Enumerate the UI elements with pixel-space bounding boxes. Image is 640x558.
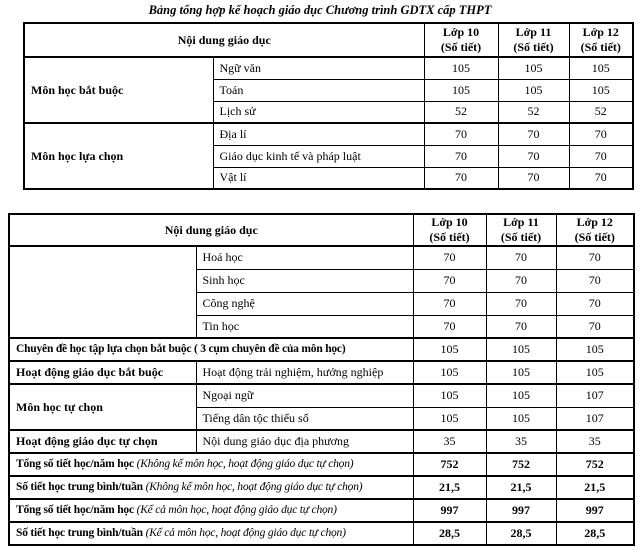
subject-cell: Ngoại ngữ: [196, 384, 413, 407]
grade10-label: Lớp 10: [431, 215, 468, 229]
group-label-mon-hoc-lua-chon: Môn học lựa chọn: [24, 123, 213, 189]
grade12-label: Lớp 12: [582, 25, 619, 39]
table-row-dia-li: [24, 123, 633, 145]
value-cell: 52: [498, 101, 569, 123]
subject-cell: Địa lí: [213, 123, 424, 145]
subject-cell: Ngữ văn: [213, 57, 424, 79]
grade12-unit: (Số tiết): [574, 230, 615, 244]
value-cell: 70: [413, 315, 486, 338]
value-cell: 997: [486, 499, 556, 522]
summary-label: Số tiết học trung bình/tuần: [16, 481, 143, 494]
table2-header-content: Nội dung giáo dục: [9, 214, 413, 246]
value-cell: 105: [498, 79, 569, 101]
grade11-unit: (Số tiết): [500, 230, 542, 244]
group-label-hdgd-bat-buoc: Hoạt động giáo dục bắt buộc: [9, 361, 196, 384]
summary-label-cell: [9, 499, 413, 522]
value-cell: 70: [413, 292, 486, 315]
subject-cell: Giáo dục kinh tế và pháp luật: [213, 145, 424, 167]
value-cell: 105: [569, 57, 633, 79]
continuation-empty-cell: [9, 246, 196, 338]
subject-cell: Tiếng dân tộc thiểu số: [196, 407, 413, 430]
table1-header-grade10: [424, 23, 498, 57]
value-cell: 997: [556, 499, 634, 522]
table1-header-grade11: [498, 23, 569, 57]
value-cell: 28,5: [556, 522, 634, 545]
value-cell: 28,5: [413, 522, 486, 545]
value-cell: 105: [424, 57, 498, 79]
value-cell: 70: [424, 167, 498, 189]
value-cell: 105: [486, 407, 556, 430]
value-cell: 105: [486, 361, 556, 384]
value-cell: 997: [413, 499, 486, 522]
value-cell: 70: [413, 246, 486, 269]
summary-label-cell: [9, 522, 413, 545]
summary-label: Tổng số tiết học/năm học: [16, 458, 134, 471]
value-cell: 105: [413, 361, 486, 384]
summary-row-tong-nam-ke-ca: [9, 499, 634, 522]
group-label-hdgd-tu-chon: Hoạt động giáo dục tự chọn: [9, 430, 196, 453]
grade11-unit: (Số tiết): [513, 40, 554, 54]
value-cell: 752: [413, 453, 486, 476]
value-cell: 35: [556, 430, 634, 453]
summary-note: (Kể cả môn học, hoạt động giáo dục tự chọn): [145, 527, 346, 540]
value-cell: 752: [556, 453, 634, 476]
summary-label-cell: [9, 476, 413, 499]
value-cell: 70: [498, 167, 569, 189]
value-cell: 21,5: [556, 476, 634, 499]
subject-cell: Hoá học: [196, 246, 413, 269]
grade10-unit: (Số tiết): [429, 230, 470, 244]
value-cell: 105: [413, 407, 486, 430]
value-cell: 107: [556, 407, 634, 430]
group-label-mon-hoc-bat-buoc: Môn học bắt buộc: [24, 57, 213, 123]
value-cell: 28,5: [486, 522, 556, 545]
value-cell: 70: [486, 246, 556, 269]
group-label-mon-hoc-tu-chon: Môn học tự chọn: [9, 384, 196, 430]
table2-header-grade10: [413, 214, 486, 246]
value-cell: 21,5: [486, 476, 556, 499]
value-cell: 105: [486, 384, 556, 407]
value-cell: 70: [556, 315, 634, 338]
document-title: Bảng tổng hợp kế hoạch giáo dục Chương trình GDTX cấp THPT: [148, 3, 492, 17]
value-cell: 35: [486, 430, 556, 453]
value-cell: 70: [486, 315, 556, 338]
table-row-hoa-hoc: [9, 246, 634, 269]
value-cell: 70: [556, 246, 634, 269]
value-cell: 105: [413, 338, 486, 361]
subject-cell: Hoạt động trải nghiệm, hướng nghiệp: [196, 361, 413, 384]
value-cell: 21,5: [413, 476, 486, 499]
value-cell: 105: [556, 361, 634, 384]
value-cell: 70: [569, 123, 633, 145]
education-plan-table-part2: [8, 213, 635, 546]
grade11-label: Lớp 11: [515, 25, 552, 39]
summary-note: (Không kể môn học, hoạt động giáo dục tự chọn): [145, 481, 363, 494]
value-cell: 105: [498, 57, 569, 79]
value-cell: 52: [424, 101, 498, 123]
full-row-label-chuyen-de: Chuyên đề học tập lựa chọn bắt buộc ( 3 cụm chuyên đề của môn học): [9, 338, 413, 361]
table2-header-row: [9, 214, 634, 246]
summary-row-tb-tuan-ke-ca: [9, 522, 634, 545]
table-row-ngu-van: [24, 57, 633, 79]
value-cell: 52: [569, 101, 633, 123]
value-cell: 70: [424, 123, 498, 145]
table1-header-content: Nội dung giáo dục: [24, 23, 424, 57]
summary-note: (Không kể môn học, hoạt động giáo dục tự chọn): [136, 458, 354, 471]
value-cell: 105: [556, 338, 634, 361]
value-cell: 70: [486, 292, 556, 315]
value-cell: 70: [486, 269, 556, 292]
table-row-hdgd-bat-buoc: [9, 361, 634, 384]
table1-header-grade12: [569, 23, 633, 57]
value-cell: 105: [413, 384, 486, 407]
value-cell: 70: [569, 145, 633, 167]
grade12-label: Lớp 12: [576, 215, 613, 229]
grade12-unit: (Số tiết): [580, 40, 621, 54]
table1-header-row: [24, 23, 633, 57]
table-row-ngoai-ngu: [9, 384, 634, 407]
table-row-hdgd-tu-chon: [9, 430, 634, 453]
subject-cell: Toán: [213, 79, 424, 101]
value-cell: 70: [556, 292, 634, 315]
subject-cell: Công nghệ: [196, 292, 413, 315]
value-cell: 105: [569, 79, 633, 101]
grade10-unit: (Số tiết): [440, 40, 482, 54]
value-cell: 105: [486, 338, 556, 361]
subject-cell: Vật lí: [213, 167, 424, 189]
subject-cell: Tin học: [196, 315, 413, 338]
education-plan-table-part1: [23, 22, 634, 190]
summary-label: Số tiết học trung bình/tuần: [16, 527, 143, 540]
grade10-label: Lớp 10: [442, 25, 480, 39]
value-cell: 107: [556, 384, 634, 407]
subject-cell: Lịch sử: [213, 101, 424, 123]
table2-header-grade11: [486, 214, 556, 246]
summary-row-tb-tuan-khong-ke: [9, 476, 634, 499]
value-cell: 70: [424, 145, 498, 167]
subject-cell: Nội dung giáo dục địa phương: [196, 430, 413, 453]
table2-header-grade12: [556, 214, 634, 246]
value-cell: 70: [498, 145, 569, 167]
subject-cell: Sinh học: [196, 269, 413, 292]
value-cell: 70: [556, 269, 634, 292]
summary-row-tong-nam-khong-ke: [9, 453, 634, 476]
value-cell: 70: [569, 167, 633, 189]
value-cell: 752: [486, 453, 556, 476]
grade11-label: Lớp 11: [503, 215, 539, 229]
value-cell: 70: [413, 269, 486, 292]
value-cell: 35: [413, 430, 486, 453]
summary-note: (Kể cả môn học, hoạt động giáo dục tự chọn): [136, 504, 337, 517]
value-cell: 105: [424, 79, 498, 101]
summary-label: Tổng số tiết học/năm học: [16, 504, 134, 517]
value-cell: 70: [498, 123, 569, 145]
table-row-chuyen-de: [9, 338, 634, 361]
summary-label-cell: [9, 453, 413, 476]
